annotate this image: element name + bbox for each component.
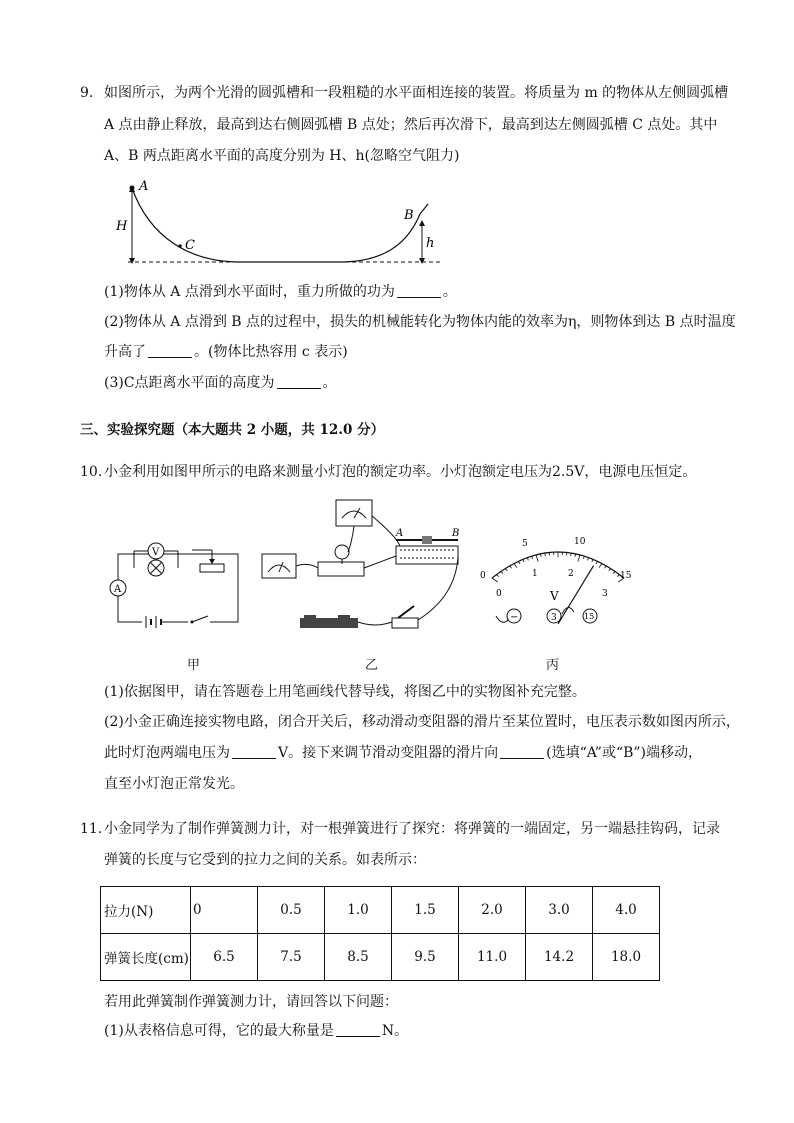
q9-label-H: H [116, 219, 128, 234]
q10-dial-scale-bottom-3: 3 [602, 589, 608, 599]
q10-circuit-label-A: A [114, 584, 122, 595]
dial-tick [578, 555, 580, 562]
q9-label-C: C [185, 238, 195, 253]
dial-tick [609, 569, 611, 571]
table-cell: 1.5 [392, 887, 459, 934]
q10-dial-scale-bottom-0: 0 [496, 589, 502, 599]
table-cell: 8.5 [325, 934, 392, 981]
q9-stem-line-3: A、B 两点距离水平面的高度分别为 H、h(忽略空气阻力) [104, 148, 460, 164]
q9-stem-line-2: A 点由静止释放，最高到达右侧圆弧槽 B 点处；然后再次滑下，最高到达左侧圆弧槽 C 点处。其中 [104, 117, 718, 133]
q9-sub1-blank[interactable] [397, 283, 441, 298]
table-cell: 3.0 [526, 887, 593, 934]
q10-voltage-blank[interactable] [232, 744, 276, 759]
q9-label-A: A [139, 179, 149, 194]
q10-apparatus-figure-yi [256, 496, 476, 636]
q11-sub1-text: (1)从表格信息可得，它的最大称量是 [104, 1023, 334, 1039]
dial-tick [545, 553, 546, 556]
q10-sub1: (1)依据图甲，请在答题卷上用笔画线代替导线，将图乙中的实物图补充完整。 [104, 684, 586, 700]
q11-row-head-force: 拉力(N) [101, 887, 191, 934]
dial-tick [510, 566, 512, 568]
dial-tick [492, 578, 498, 582]
dial-tick [518, 561, 520, 564]
q11-stem-line-2: 弹簧的长度与它受到的拉力之间的关系。如表所示： [104, 852, 426, 868]
q10-sub2: (2)小金正确连接实物电路，闭合开关后，移动滑动变阻器的滑片至某位置时，电压表示数如图丙所示， [104, 714, 740, 730]
dial-tick [505, 569, 507, 571]
q9-sub1-text: (1)物体从 A 点滑到水平面时，重力所做的功为 [104, 284, 395, 300]
table-row [101, 934, 660, 981]
dial-tick [514, 564, 517, 568]
q10-caption-bing: 丙 [546, 658, 560, 673]
q10-terminal-15: 15 [584, 612, 595, 621]
q9-sub1 [104, 283, 457, 301]
q10-direction-blank[interactable] [500, 744, 544, 759]
q9-label-h: h [426, 236, 435, 251]
table-cell: 4.0 [593, 887, 660, 934]
dial-tick [604, 566, 606, 568]
q10-terminal-negative: − [510, 612, 519, 623]
table-cell: 9.5 [392, 934, 459, 981]
table-cell: 11.0 [459, 934, 526, 981]
q9-sub2-cont [104, 343, 348, 361]
q10-sub2-cont-text: 此时灯泡两端电压为 [104, 745, 230, 761]
q9-sub2-blank[interactable] [148, 343, 192, 358]
q10-dial-scale-top-0: 0 [480, 571, 486, 581]
q10-dial-ticks [492, 552, 624, 582]
q10-voltmeter-dial-bing [478, 532, 638, 632]
q10-caption-jia: 甲 [187, 658, 201, 673]
q9-sub3-end: 。 [322, 375, 337, 391]
q11-row-head-length: 弹簧长度(cm) [101, 934, 191, 981]
dial-tick [583, 556, 584, 559]
q11-sub1 [104, 1022, 408, 1040]
table-cell: 6.5 [191, 934, 258, 981]
dial-tick [496, 575, 498, 577]
q11-stem-line-1: 小金同学为了制作弹簧测力计，对一根弹簧进行了探究：将弹簧的一端固定，另一端悬挂钩码，记录 [104, 821, 720, 837]
q10-rheostat-label-A: A [396, 528, 404, 539]
dial-tick [613, 572, 615, 574]
q9-sub3-blank[interactable] [277, 374, 321, 389]
q9-label-B: B [404, 208, 414, 223]
dial-tick [592, 559, 593, 562]
dial-tick [523, 559, 524, 562]
table-row [101, 887, 660, 934]
dial-tick [596, 561, 598, 564]
q9-sub3-text: (3)C点距离水平面的高度为 [104, 375, 275, 391]
dial-tick [536, 555, 538, 562]
table-cell: 14.2 [526, 934, 593, 981]
q10-dial-scale-bottom-1: 1 [532, 569, 538, 579]
q11-spring-data-table [100, 886, 660, 981]
q10-caption-yi: 乙 [365, 658, 379, 673]
q10-dial-scale-bottom-2: 2 [568, 569, 574, 579]
dial-tick [532, 556, 533, 559]
q9-number: 9. [80, 85, 94, 101]
q9-sub3 [104, 374, 337, 392]
q9-arc-track-figure [110, 178, 450, 270]
q10-dial-unit: V [550, 589, 559, 603]
table-cell: 0 [191, 887, 258, 934]
table-cell: 0.5 [258, 887, 325, 934]
q9-sub2-cont-end: 。(物体比热容用 c 表示) [194, 344, 348, 360]
q9-sub2-cont-text: 升高了 [104, 344, 146, 360]
q10-rheostat-label-B: B [452, 528, 460, 539]
q10-sub2-cont-end: (选填“A”或“B”)端移动， [546, 745, 703, 761]
q9-sub2: (2)物体从 A 点滑到 B 点的过程中，损失的机械能转化为物体内能的效率为η，则物体到达 B 点时温度 [104, 314, 736, 330]
dial-tick [501, 572, 503, 574]
q10-stem-line-1: 小金利用如图甲所示的电路来测量小灯泡的额定功率。小灯泡额定电压为2.5V，电源电压恒定。 [104, 464, 697, 480]
q10-dial-scale-top-5: 5 [522, 539, 528, 549]
q11-stem-line-3: 若用此弹簧制作弹簧测力计，请回答以下问题： [104, 994, 398, 1010]
q10-dial-scale-top-15: 15 [620, 571, 632, 581]
q9-stem-line-1: 如图所示，为两个光滑的圆弧槽和一段粗糙的水平面相连接的装置。将质量为 m 的物体从左侧圆弧槽 [104, 85, 729, 101]
q10-terminal-3: 3 [551, 613, 557, 623]
q10-number: 10. [80, 464, 103, 480]
table-cell: 1.0 [325, 887, 392, 934]
table-cell: 18.0 [593, 934, 660, 981]
q10-dial-scale-top-10: 10 [574, 537, 586, 547]
q10-sub2-cont-mid: V。接下来调节滑动变阻器的滑片向 [278, 745, 499, 761]
q11-number: 11. [80, 821, 103, 837]
q10-sub2-final: 直至小灯泡正常发光。 [104, 776, 244, 792]
q10-sub2-cont [104, 744, 702, 762]
dial-tick [599, 564, 602, 568]
q9-sub1-end: 。 [442, 284, 457, 300]
q11-max-range-blank[interactable] [336, 1022, 380, 1037]
dial-tick [571, 553, 572, 556]
q10-circuit-label-V: V [152, 547, 160, 558]
q10-circuit-diagram-jia [104, 538, 244, 628]
table-cell: 7.5 [258, 934, 325, 981]
q11-sub1-end: N。 [381, 1023, 409, 1039]
section-header-experiments: 三、实验探究题（本大题共 2 小题，共 12.0 分） [80, 422, 385, 438]
table-cell: 2.0 [459, 887, 526, 934]
